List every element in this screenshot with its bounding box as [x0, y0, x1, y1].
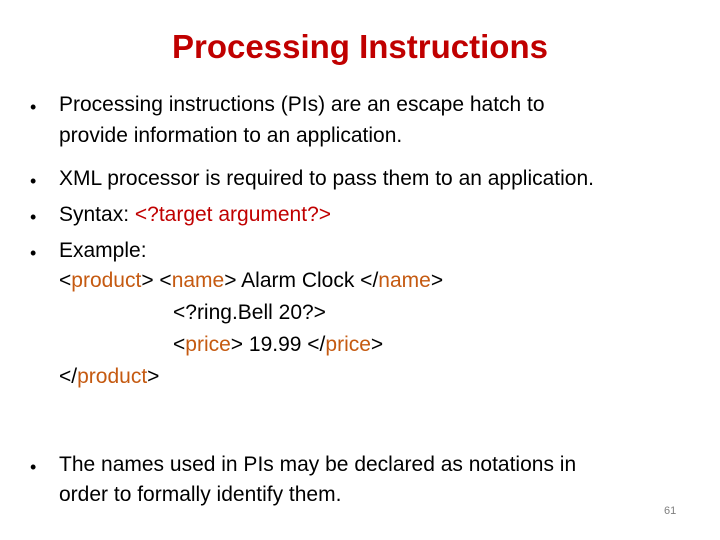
code-text: > Alarm Clock </: [224, 269, 379, 292]
example-line-4: [59, 362, 159, 392]
bullet-2-line-1: XML processor is required to pass them to an application.: [59, 167, 594, 190]
code-punct: <: [59, 269, 72, 292]
code-punct: >: [147, 365, 160, 388]
bullet-3-line: [59, 200, 331, 230]
code-punct: >: [370, 333, 384, 356]
bullet-5-line-1: The names used in PIs may be declared as notations in: [59, 453, 577, 476]
code-text: > 19.99 </: [230, 333, 326, 356]
code-punct: <: [173, 333, 186, 356]
bullet-dot: •: [30, 171, 37, 191]
example-line-2: <?ring.Bell 20?>: [173, 301, 326, 324]
syntax-code: <?target argument?>: [134, 203, 332, 226]
code-punct: </: [59, 365, 78, 388]
bullet-1-line-1: Processing instructions (PIs) are an escape hatch to: [59, 93, 545, 116]
code-punct: > <: [141, 269, 172, 292]
bullet-1-line-2: provide information to an application.: [59, 124, 403, 147]
example-label: Example:: [59, 239, 147, 262]
code-punct: >: [430, 269, 444, 292]
slide-title: Processing Instructions: [172, 28, 548, 65]
page-number: 61: [664, 505, 677, 517]
tag-price: price: [185, 333, 231, 356]
syntax-label: Syntax:: [59, 203, 135, 226]
bullet-dot: •: [30, 457, 37, 477]
bullet-dot: •: [30, 207, 37, 227]
example-line-1: [59, 266, 443, 296]
tag-name: name: [171, 269, 225, 292]
example-line-3: [173, 330, 383, 360]
tag-product-close: product: [77, 365, 148, 388]
tag-name-close: name: [378, 269, 431, 292]
bullet-dot: •: [30, 243, 37, 263]
bullet-dot: •: [30, 97, 37, 117]
tag-price-close: price: [325, 333, 371, 356]
bullet-5-line-2: order to formally identify them.: [59, 483, 342, 506]
tag-product: product: [71, 269, 142, 292]
